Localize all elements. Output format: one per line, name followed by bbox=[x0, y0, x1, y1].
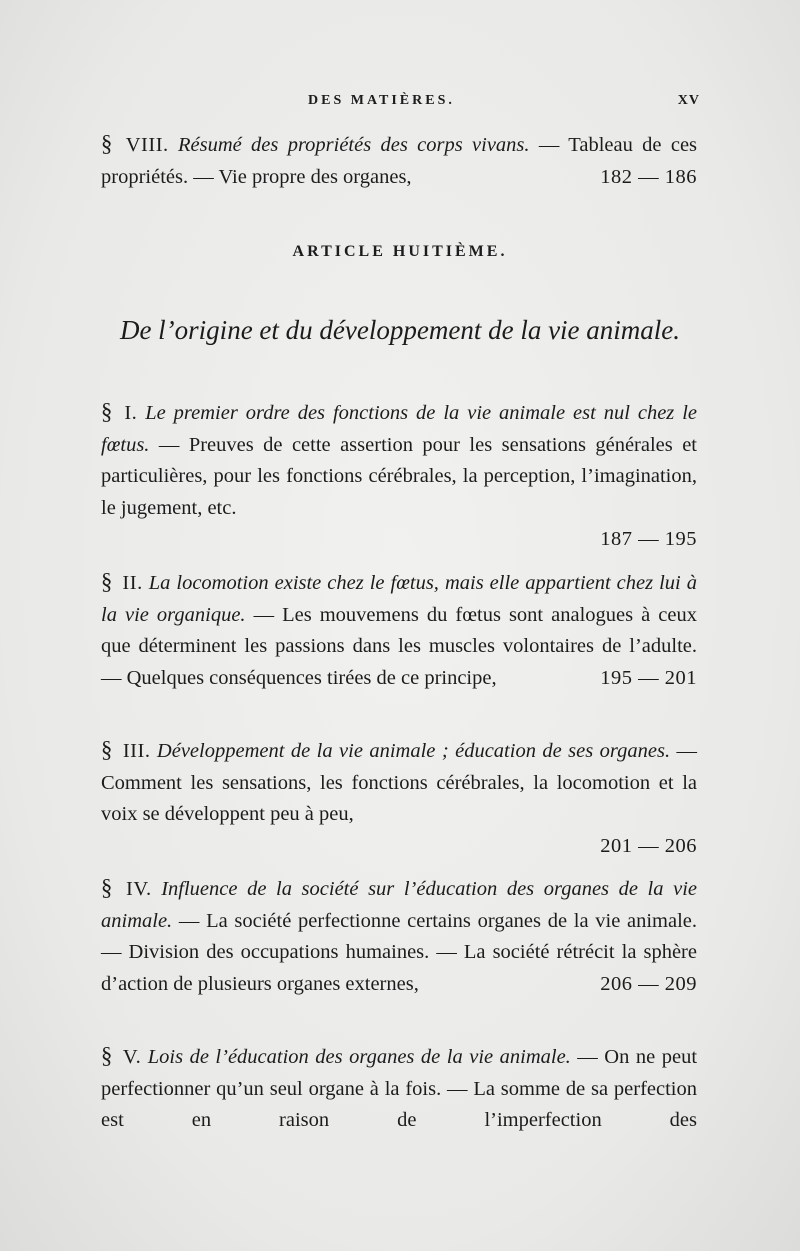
section-mark: § bbox=[100, 131, 113, 156]
section-text: — Tableau de ces propriétés. — Vie propre des organes, bbox=[101, 134, 698, 188]
section-number: V. bbox=[122, 1046, 142, 1068]
section-number: II. bbox=[122, 572, 143, 594]
section-title: Influence de la société sur l’éducation des organes de la vie animale. bbox=[101, 878, 697, 932]
section-mark: § bbox=[100, 1043, 113, 1068]
page-number: XV bbox=[677, 93, 700, 108]
section-text: — On ne peut perfectionner qu’un seul organe à la fois. — La somme de sa perfection est en raison de l’imperfection des bbox=[101, 1046, 698, 1131]
section-i bbox=[101, 396, 697, 556]
section-viii bbox=[101, 128, 697, 193]
running-title: DES MATIÈRES. bbox=[308, 93, 455, 108]
section-number: III. bbox=[122, 740, 151, 762]
section-mark: § bbox=[100, 875, 113, 900]
section-title: La locomotion existe chez le fœtus, mais elle appartient chez lui à la vie organique. bbox=[101, 572, 698, 626]
section-pages: 201 — 206 bbox=[600, 834, 697, 857]
page-header bbox=[100, 93, 700, 117]
section-text: — Preuves de cette assertion pour les sensations générales et particulières, pour les fonctions cérébrales, la perception, l’imagination, le jugement, etc. bbox=[101, 433, 697, 519]
section-v bbox=[101, 1040, 697, 1137]
section-iii bbox=[101, 734, 697, 862]
section-iv bbox=[101, 872, 697, 1000]
article-heading: ARTICLE HUITIÈME. bbox=[292, 243, 508, 260]
section-pages: 206 — 209 bbox=[600, 972, 697, 995]
section-number: IV. bbox=[126, 878, 152, 900]
section-title: Lois de l’éducation des organes de la vie animale. bbox=[147, 1046, 571, 1068]
article-subtitle: De l’origine et du développement de la vie animale. bbox=[119, 315, 681, 345]
section-text: — Comment les sensations, les fonctions cérébrales, la locomotion et la voix se développent peu à peu, bbox=[101, 740, 698, 825]
section-number: VIII. bbox=[125, 134, 169, 156]
section-mark: § bbox=[100, 569, 113, 594]
section-text: — Les mouvemens du fœtus sont analogues à ceux que déterminent les passions dans les muscles volontaires de l’adulte. — Quelques conséquences tirées de ce principe, bbox=[101, 603, 697, 689]
section-title: Développement de la vie animale ; éducation de ses organes. bbox=[156, 740, 671, 762]
section-title: Le premier ordre des fonctions de la vie animale est nul chez le fœtus. bbox=[101, 402, 698, 456]
section-pages: 195 — 201 bbox=[600, 666, 697, 689]
section-title: Résumé des propriétés des corps vivans. bbox=[177, 134, 530, 156]
section-mark: § bbox=[100, 399, 113, 424]
section-number: I. bbox=[124, 402, 138, 424]
section-text: — La société perfectionne certains organes de la vie animale. — Division des occupations humaines. — La société rétrécit la sphère d’action de plusieurs organes externes, bbox=[101, 909, 697, 995]
section-ii bbox=[101, 566, 697, 694]
section-pages: 187 — 195 bbox=[600, 528, 697, 550]
section-pages: 182 — 186 bbox=[600, 165, 697, 188]
section-mark: § bbox=[100, 737, 113, 762]
